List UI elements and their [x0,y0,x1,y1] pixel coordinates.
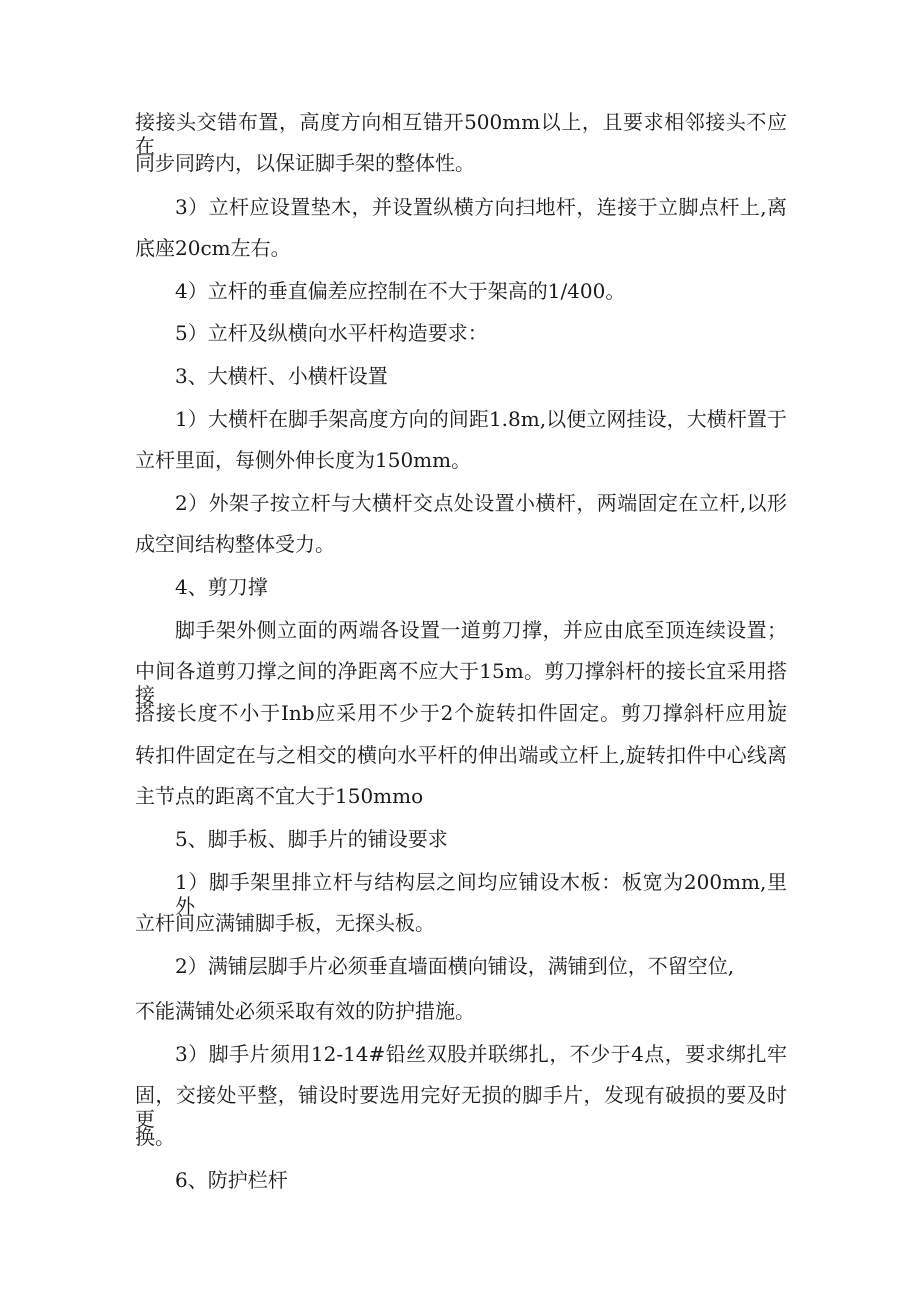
section-heading: 6、防护栏杆 [175,1168,288,1192]
text-line: 1）脚手架里排立杆与结构层之间均应铺设木板：板宽为200mm,里外 [175,870,787,918]
text-line: 3）脚手片须用12-14#铅丝双股并联绑扎，不少于4点，要求绑扎牢 [175,1042,787,1066]
text-line: 5）立杆及纵横向水平杆构造要求： [175,321,488,345]
text-line: 同步同跨内，以保证脚手架的整体性。 [135,151,475,175]
section-heading: 5、脚手板、脚手片的铺设要求 [175,827,448,851]
section-heading: 3、大横杆、小横杆设置 [175,364,388,388]
text-line: 转扣件固定在与之相交的横向水平杆的伸出端或立杆上,旋转扣件中心线离 [135,743,787,767]
text-line: 立杆间应满铺脚手板，无探头板。 [135,911,435,935]
text-line: 1）大横杆在脚手架高度方向的间距1.8m,以便立网挂设，大横杆置于 [175,407,787,431]
text-line: 不能满铺处必须采取有效的防护措施。 [135,999,475,1023]
text-line: 4）立杆的垂直偏差应控制在不大于架高的1/400。 [175,279,626,303]
text-line: 中间各道剪刀撑之间的净距离不应大于15m。剪刀撑斜杆的接长宜采用搭接， [135,659,787,707]
text-line: 固，交接处平整，铺设时要选用完好无损的脚手片，发现有破损的要及时更 [135,1083,787,1131]
text-line: 换。 [135,1125,175,1149]
text-line: 2）外架子按立杆与大横杆交点处设置小横杆，两端固定在立杆,以形 [175,491,787,515]
text-line: 成空间结构整体受力。 [135,532,335,556]
text-line: 2）满铺层脚手片必须垂直墙面横向铺设，满铺到位，不留空位, [175,954,735,978]
text-line: 搭接长度不小于Inb应采用不少于2个旋转扣件固定。剪刀撑斜杆应用旋 [135,701,787,725]
text-line: 脚手架外侧立面的两端各设置一道剪刀撑，并应由底至顶连续设置； [175,618,787,642]
text-line: 主节点的距离不宜大于150mmo [135,784,424,808]
text-line: 3）立杆应设置垫木，并设置纵横方向扫地杆，连接于立脚点杆上,离 [175,195,787,219]
text-line: 底座20cm左右。 [135,236,291,260]
section-heading: 4、剪刀撑 [175,575,268,599]
text-line: 接接头交错布置，高度方向相互错开500mm以上，且要求相邻接头不应在 [135,110,787,158]
text-line: 立杆里面，每侧外伸长度为150mm。 [135,448,472,472]
